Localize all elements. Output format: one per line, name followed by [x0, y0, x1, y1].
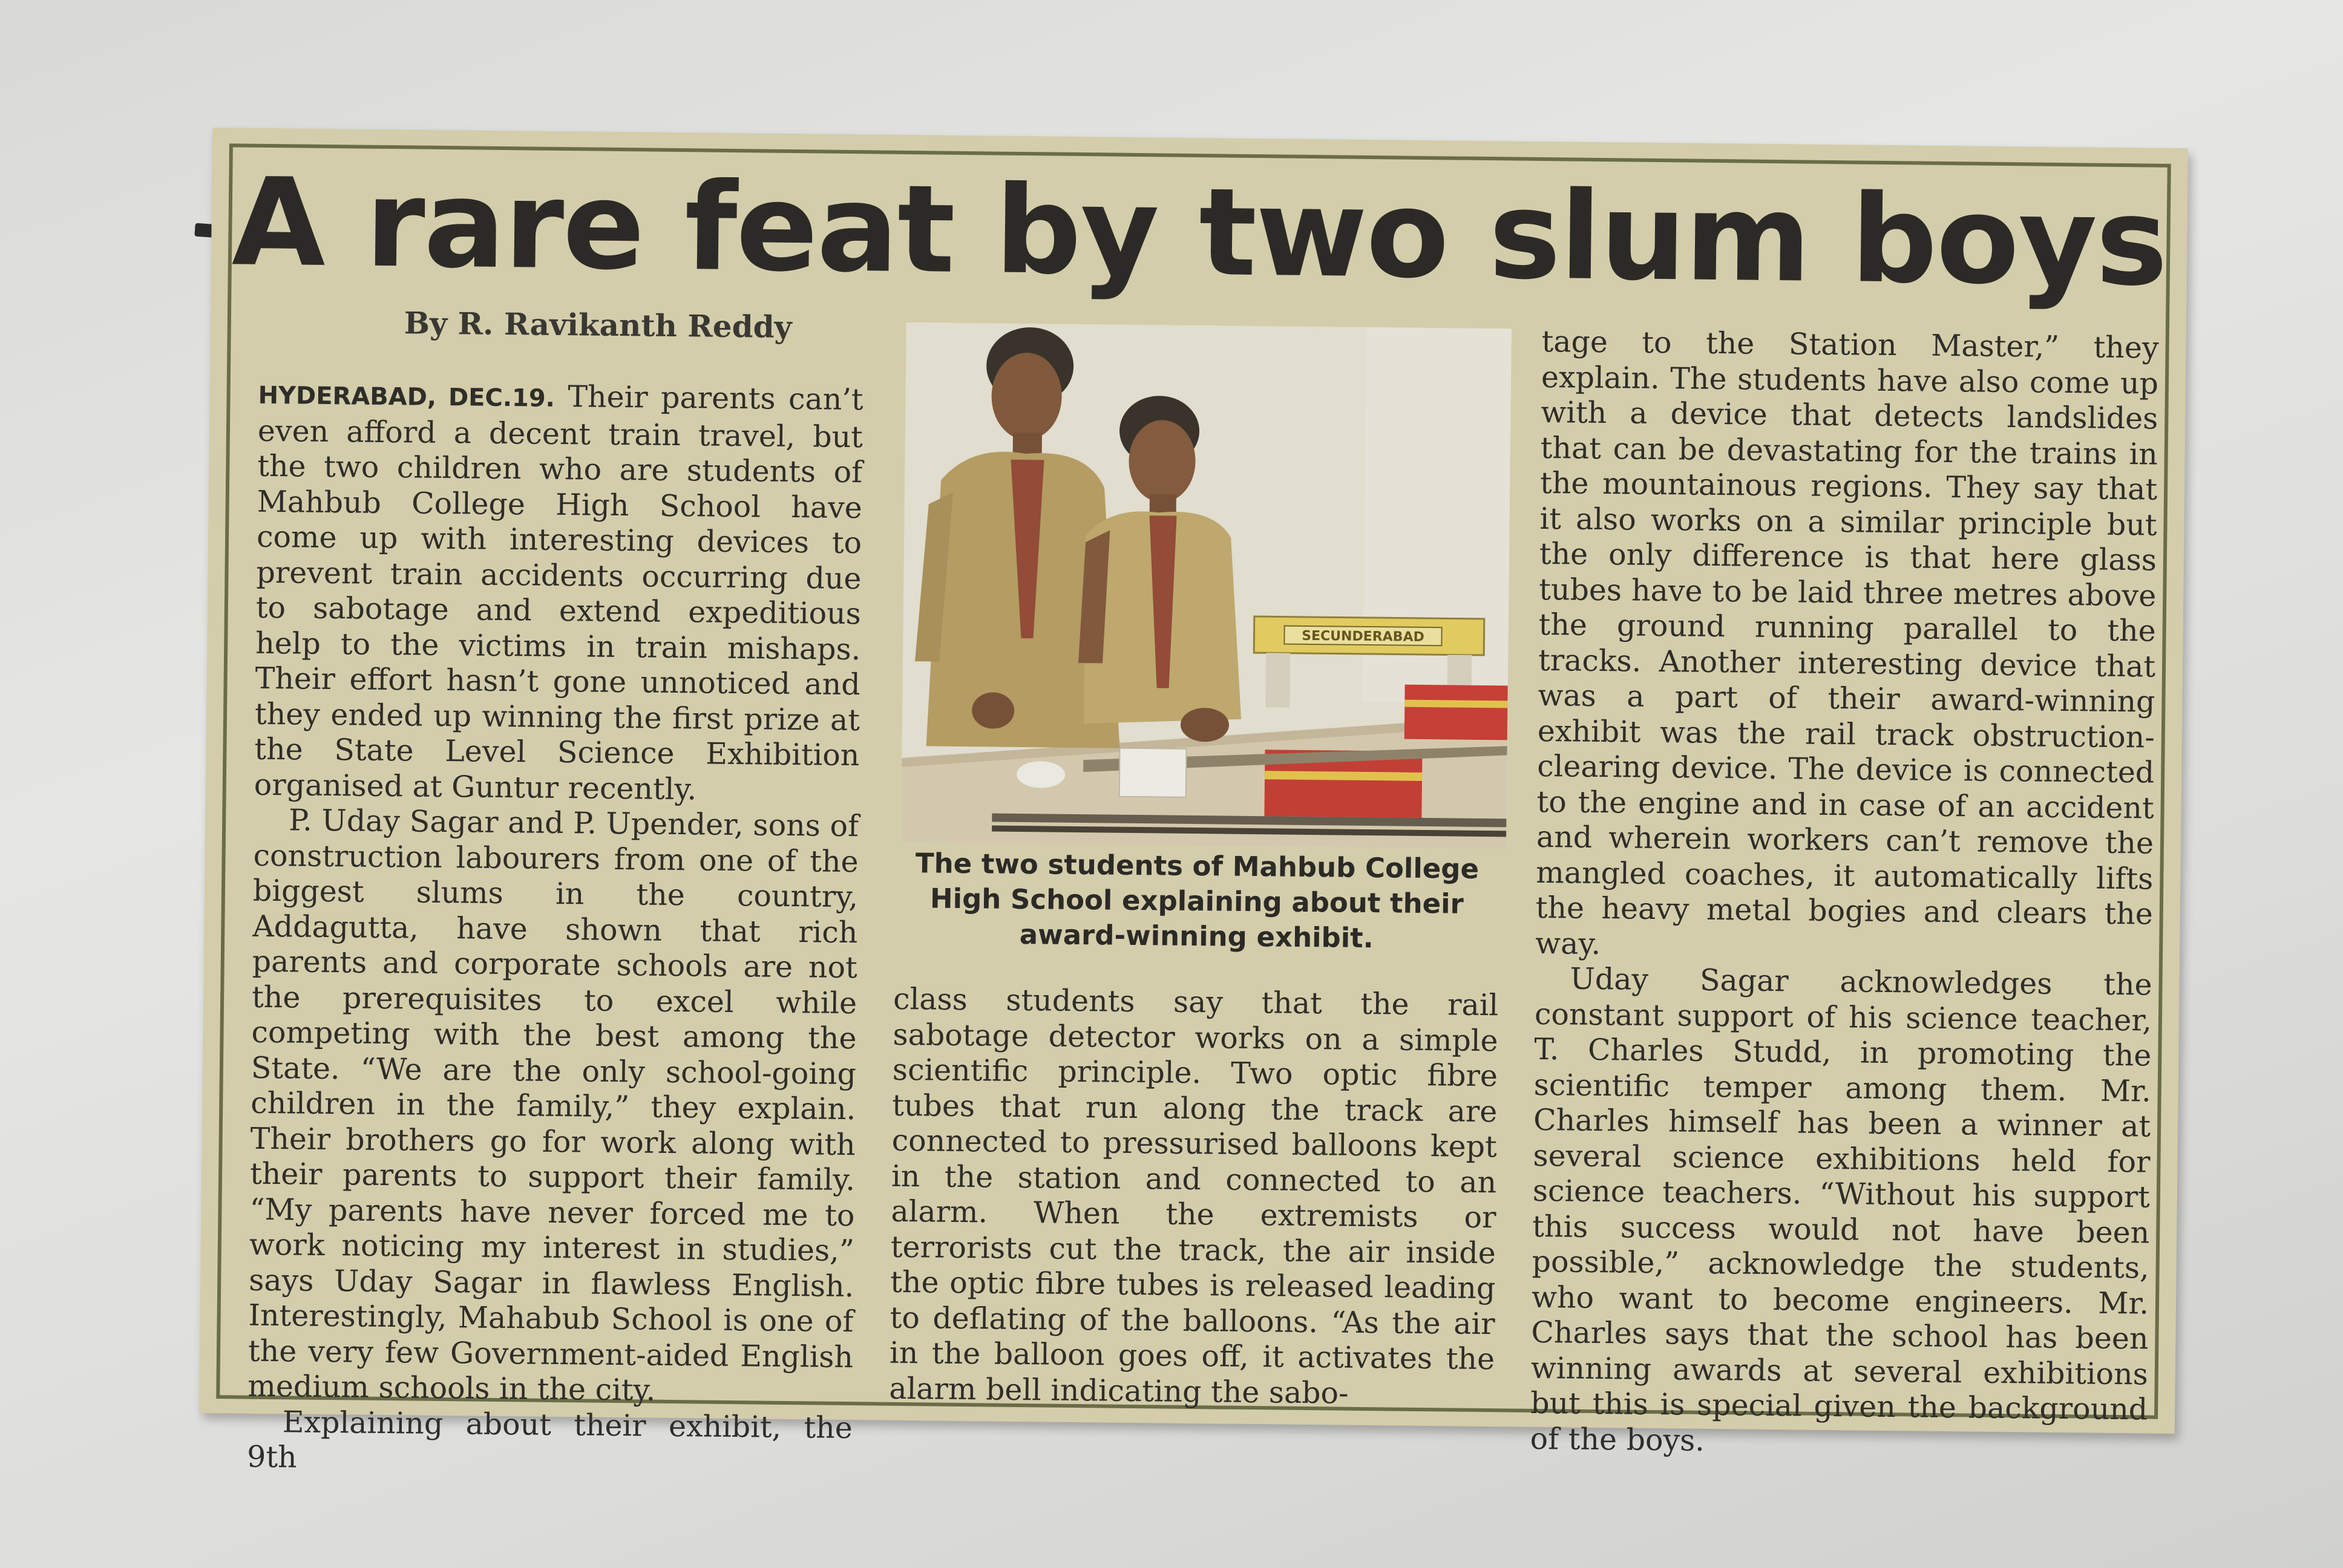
paragraph-6: Uday Sagar acknowledges the constant support of his science teacher, T. Charles Studd, in promoting the scientific temper among them. Mr. Charles himself has been a winner at several science exhibitions held for science teachers. “Without his support this success would not have been possible,” acknowledge the students, who want to become engineers. Mr. Charles says that the school has been winning awards at several exhibitions but this is special given the background of the boys. [1530, 961, 2152, 1458]
paragraph-4: class students say that the rail sabotage detector works on a simple scientific principle. Two optic fibre tubes that run along the track are connected to pressurised balloons kept in the station and connected to an alarm. When the extremists or terrorists cut the track, the air inside the optic fibre tubes is released leading to deflating of the balloons. “As the air in the balloon goes off, it activates the alarm bell indicating the sabo- [889, 981, 1499, 1411]
paragraph-3: Explaining about their exhibit, the 9th [246, 1404, 853, 1475]
headline: A rare feat by two slum boys [231, 152, 2168, 313]
paragraph-2: P. Uday Sagar and P. Upender, sons of construction labourers from one of the biggest slums in the country, Addagutta, have shown that rich parents and corporate schools are not the prerequisites to excel while competing with the best among the State. “We are the only school-going children in the family,” they explain. Their brothers go for work along with their parents to support their family. “My parents have never forced me to work noticing my interest in studies,” says Uday Sagar in flawless English. Interestingly, Mahabub School is one of the very few Government-aided English medium schools in the city. [247, 803, 859, 1408]
byline: By R. Ravikanth Reddy [404, 305, 792, 345]
station-sign: SECUNDERABAD [1302, 628, 1424, 645]
news-photo [901, 322, 1512, 849]
article-column-3 [1530, 324, 2159, 1458]
article-column-1 [246, 376, 863, 1475]
article-column-2 [889, 981, 1499, 1411]
dateline: HYDERABAD, DEC.19. [258, 381, 555, 413]
photo-caption: The two students of Mahbub College High School explaining about their award-winning exhibit. [915, 847, 1480, 955]
paragraph-1-text: Their parents can’t even afford a decent train travel, but the two children who are students of Mahbub College High School have come up with interesting devices to prevent train accidents occurring due to sabotage and extend expeditious help to the victims in train mishaps. Their effort hasn’t gone unnoticed and they ended up winning the first prize at the State Level Science Exhibition organised at Guntur recently. [254, 379, 863, 806]
paragraph-5: tage to the Station Master,” they explain. The students have also come up with a device that detects landslides that can be devastating for the trains in the mountainous regions. They say that it also works on a similar principle but the only difference is that here glass tubes have to be laid three metres above the ground running parallel to the tracks. Another interesting device that was a part of their award-winning exhibit was the rail track obstruction-clearing device. The device is connected to the engine and in case of an accident and wherein workers can’t remove the mangled coaches, it automatically lifts the heavy metal bogies and clears the way. [1535, 324, 2159, 961]
newspaper-clipping [199, 128, 2188, 1475]
students-with-exhibit-image [901, 322, 1512, 849]
paragraph-1 [254, 376, 863, 809]
